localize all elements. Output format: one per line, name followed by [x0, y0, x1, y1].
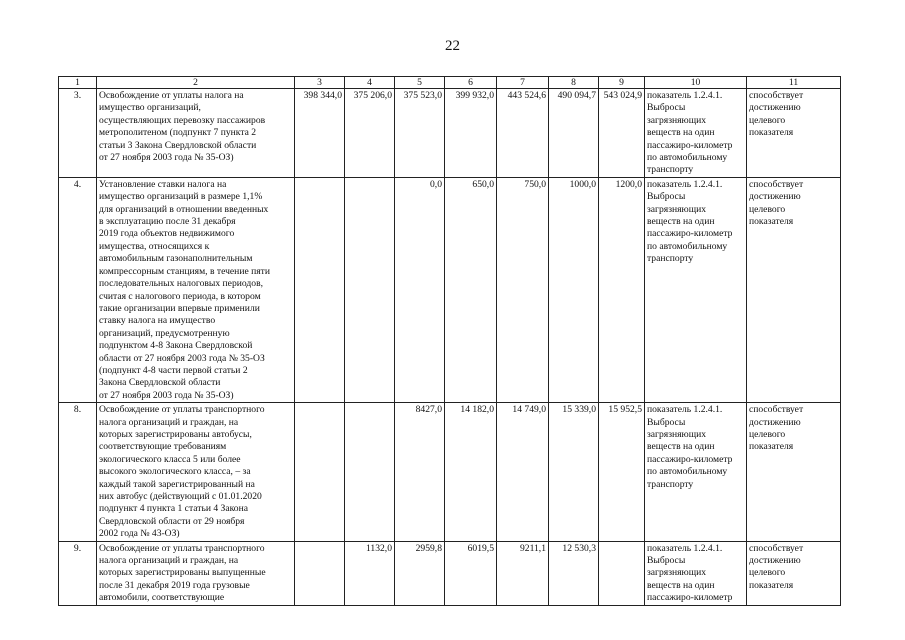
value-cell: 15 339,0 — [549, 403, 599, 541]
column-header: 2 — [97, 77, 295, 89]
value-cell: 1132,0 — [345, 541, 395, 605]
value-cell: 398 344,0 — [295, 89, 345, 178]
benefit-description: Освобождение от уплаты налога на имущество организаций, осуществляющих перевозку пассажиров метрополитеном (подпункт 7 пункта 2 статьи 3 Закона Свердловской области от 27 ноября 2003 года № 35-ОЗ) — [97, 89, 295, 178]
value-cell: 1200,0 — [599, 177, 645, 402]
column-header: 1 — [59, 77, 97, 89]
value-cell — [295, 403, 345, 541]
value-cell — [345, 177, 395, 402]
column-header: 11 — [747, 77, 841, 89]
value-cell: 14 182,0 — [445, 403, 497, 541]
value-cell: 375 523,0 — [395, 89, 445, 178]
column-header: 10 — [645, 77, 747, 89]
column-header: 9 — [599, 77, 645, 89]
value-cell: 2959,8 — [395, 541, 445, 605]
benefit-description: Установление ставки налога на имущество организаций в размере 1,1% для организаций в отношении введенных в эксплуатацию после 31 декабря 2019 года объектов недвижимого имущества, относящихся к автомобильным газонаполнительным компрессорным станциям, в течение пяти последовательных налоговых периодов, считая с налогового периода, в котором такие организации впервые применили ставку налога на имущество организаций, предусмотренную подпунктом 4-8 Закона Свердловской области от 27 ноября 2003 года № 35-ОЗ (подпункт 4-8 части первой статьи 2 Закона Свердловской области от 27 ноября 2003 года № 35-ОЗ) — [97, 177, 295, 402]
value-cell — [295, 541, 345, 605]
value-cell: 543 024,9 — [599, 89, 645, 178]
effect-cell: способствует достижению целевого показателя — [747, 177, 841, 402]
effect-cell: способствует достижению целевого показателя — [747, 403, 841, 541]
column-header: 3 — [295, 77, 345, 89]
value-cell: 12 530,3 — [549, 541, 599, 605]
row-number: 8. — [59, 403, 97, 541]
value-cell — [345, 403, 395, 541]
value-cell: 1000,0 — [549, 177, 599, 402]
value-cell: 8427,0 — [395, 403, 445, 541]
value-cell: 375 206,0 — [345, 89, 395, 178]
value-cell: 9211,1 — [497, 541, 549, 605]
effect-cell: способствует достижению целевого показателя — [747, 89, 841, 178]
table-header-row — [59, 77, 841, 89]
benefit-description: Освобождение от уплаты транспортного налога организаций и граждан, на которых зарегистрированы выпущенные после 31 декабря 2019 года грузовые автомобили, соответствующие — [97, 541, 295, 605]
indicator-cell: показатель 1.2.4.1. Выбросы загрязняющих веществ на один пассажиро-километр по автомобильному транспорту — [645, 89, 747, 178]
value-cell: 15 952,5 — [599, 403, 645, 541]
table-row — [59, 541, 841, 605]
row-number: 4. — [59, 177, 97, 402]
indicator-cell: показатель 1.2.4.1. Выбросы загрязняющих веществ на один пассажиро-километр — [645, 541, 747, 605]
indicator-cell: показатель 1.2.4.1. Выбросы загрязняющих веществ на один пассажиро-километр по автомобильному транспорту — [645, 403, 747, 541]
table-row — [59, 89, 841, 178]
value-cell: 443 524,6 — [497, 89, 549, 178]
column-header: 4 — [345, 77, 395, 89]
table-row — [59, 177, 841, 402]
page-number: 22 — [445, 38, 460, 54]
value-cell: 6019,5 — [445, 541, 497, 605]
indicator-cell: показатель 1.2.4.1. Выбросы загрязняющих веществ на один пассажиро-километр по автомобильному транспорту — [645, 177, 747, 402]
value-cell — [295, 177, 345, 402]
value-cell: 0,0 — [395, 177, 445, 402]
column-header: 6 — [445, 77, 497, 89]
value-cell: 14 749,0 — [497, 403, 549, 541]
table-row — [59, 403, 841, 541]
value-cell: 650,0 — [445, 177, 497, 402]
value-cell: 490 094,7 — [549, 89, 599, 178]
effect-cell: способствует достижению целевого показателя — [747, 541, 841, 605]
column-header: 7 — [497, 77, 549, 89]
column-header: 5 — [395, 77, 445, 89]
benefits-table — [58, 76, 841, 606]
value-cell: 399 932,0 — [445, 89, 497, 178]
value-cell: 750,0 — [497, 177, 549, 402]
value-cell — [599, 541, 645, 605]
row-number: 9. — [59, 541, 97, 605]
column-header: 8 — [549, 77, 599, 89]
benefit-description: Освобождение от уплаты транспортного налога организаций и граждан, на которых зарегистрированы автобусы, соответствующие требованиям экологического класса 5 или более высокого экологического класса, – за каждый такой зарегистрированный на них автобус (действующий с 01.01.2020 подпункт 4 пункта 1 статьи 4 Закона Свердловской области от 29 ноября 2002 года № 43-ОЗ) — [97, 403, 295, 541]
row-number: 3. — [59, 89, 97, 178]
